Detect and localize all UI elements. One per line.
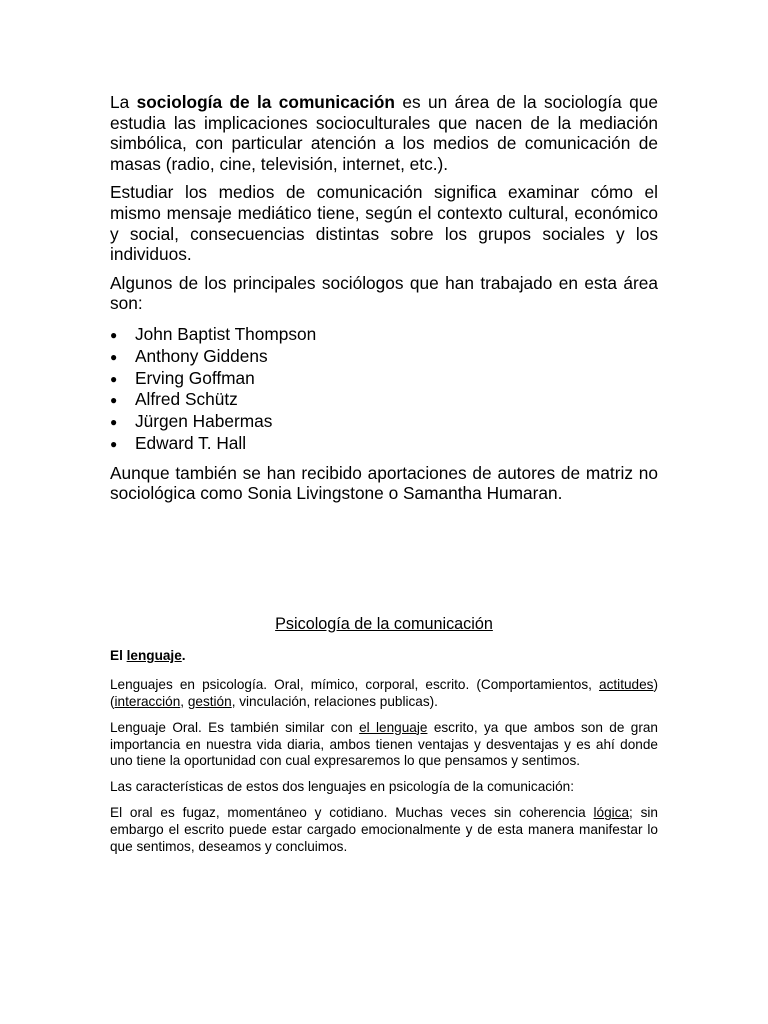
list-item bbox=[110, 324, 658, 346]
lenguaje-link[interactable]: lenguaje bbox=[126, 647, 182, 663]
text-span: , bbox=[180, 693, 188, 709]
intro-rest: es un área de la sociología que estudia las implicaciones socioculturales que nacen de la mediación simbólica, con particular atención a los medios de comunicación de masas (radio, cine, televisión, internet, etc.). bbox=[110, 92, 659, 174]
list-item bbox=[110, 411, 658, 433]
sociologists-list bbox=[110, 324, 658, 455]
media-study-paragraph: Estudiar los medios de comunicación significa examinar cómo el mismo mensaje mediático tiene, según el contexto cultural, económico y social, consecuencias distintas sobre los grupos sociales y los individuos. bbox=[110, 182, 658, 265]
text-span: Lenguaje Oral. Es también similar con bbox=[110, 719, 360, 735]
text-span: ) ( bbox=[110, 676, 658, 709]
bullet-icon: ● bbox=[110, 371, 118, 386]
intro-lead: La bbox=[110, 92, 137, 112]
document-page bbox=[110, 92, 658, 865]
list-item bbox=[110, 368, 658, 390]
text-span: escrito, ya que ambos son de gran importancia en nuestra vida diaria, ambos tienen ventajas y desventajas y es ahí donde uno tiene la oportunidad con cual expresaremos lo que pensamos y sentimos. bbox=[110, 719, 658, 769]
list-item bbox=[110, 433, 658, 455]
logica-link[interactable]: lógica bbox=[593, 805, 630, 821]
list-item-text: John Baptist Thompson bbox=[135, 323, 317, 344]
bullet-icon: ● bbox=[110, 393, 118, 408]
text-span: ; sin embargo el escrito puede estar cargado emocionalmente y de esta manera manifestar lo que sentimos, deseamos y concluimos. bbox=[110, 805, 658, 855]
oral-vs-written-paragraph bbox=[110, 805, 658, 856]
list-item-text: Edward T. Hall bbox=[135, 432, 247, 453]
oral-language-paragraph bbox=[110, 720, 658, 771]
sociologists-intro-paragraph: Algunos de los principales sociólogos que han trabajado en esta área son: bbox=[110, 272, 658, 314]
interaccion-link[interactable]: interacción bbox=[114, 693, 181, 709]
text-span: Lenguajes en psicología. Oral, mímico, corporal, escrito. (Comportamientos, bbox=[110, 676, 600, 692]
heading-suffix: . bbox=[181, 647, 186, 663]
bullet-icon: ● bbox=[110, 415, 118, 430]
list-item bbox=[110, 389, 658, 411]
psychology-section bbox=[110, 614, 658, 856]
list-item-text: Anthony Giddens bbox=[135, 345, 268, 366]
intro-term: sociología de la comunicación bbox=[136, 92, 395, 112]
bullet-icon: ● bbox=[110, 327, 118, 342]
closing-paragraph: Aunque también se han recibido aportaciones de autores de matriz no sociológica como Sonia Livingstone o Samantha Humaran. bbox=[110, 462, 658, 504]
characteristics-paragraph: Las características de estos dos lenguajes en psicología de la comunicación: bbox=[110, 779, 574, 795]
gestion-link[interactable]: gestión bbox=[187, 693, 232, 709]
el-lenguaje-link[interactable]: el lenguaje bbox=[359, 719, 428, 735]
list-item bbox=[110, 346, 658, 368]
languages-paragraph bbox=[110, 677, 658, 711]
section-title: Psicología de la comunicación bbox=[275, 614, 493, 633]
bullet-icon: ● bbox=[110, 349, 118, 364]
text-span: , vinculación, relaciones publicas). bbox=[231, 693, 438, 709]
heading-prefix: El bbox=[110, 647, 127, 663]
language-heading bbox=[110, 648, 658, 665]
intro-paragraph bbox=[110, 92, 658, 174]
list-item-text: Jürgen Habermas bbox=[135, 411, 273, 432]
text-span: El oral es fugaz, momentáneo y cotidiano. Muchas veces sin coherencia bbox=[110, 805, 594, 821]
list-item-text: Erving Goffman bbox=[135, 367, 255, 388]
list-item-text: Alfred Schütz bbox=[135, 389, 238, 410]
actitudes-link[interactable]: actitudes bbox=[599, 676, 654, 692]
bullet-icon: ● bbox=[110, 436, 118, 451]
sociology-section bbox=[110, 92, 658, 504]
section-spacer bbox=[110, 512, 658, 614]
